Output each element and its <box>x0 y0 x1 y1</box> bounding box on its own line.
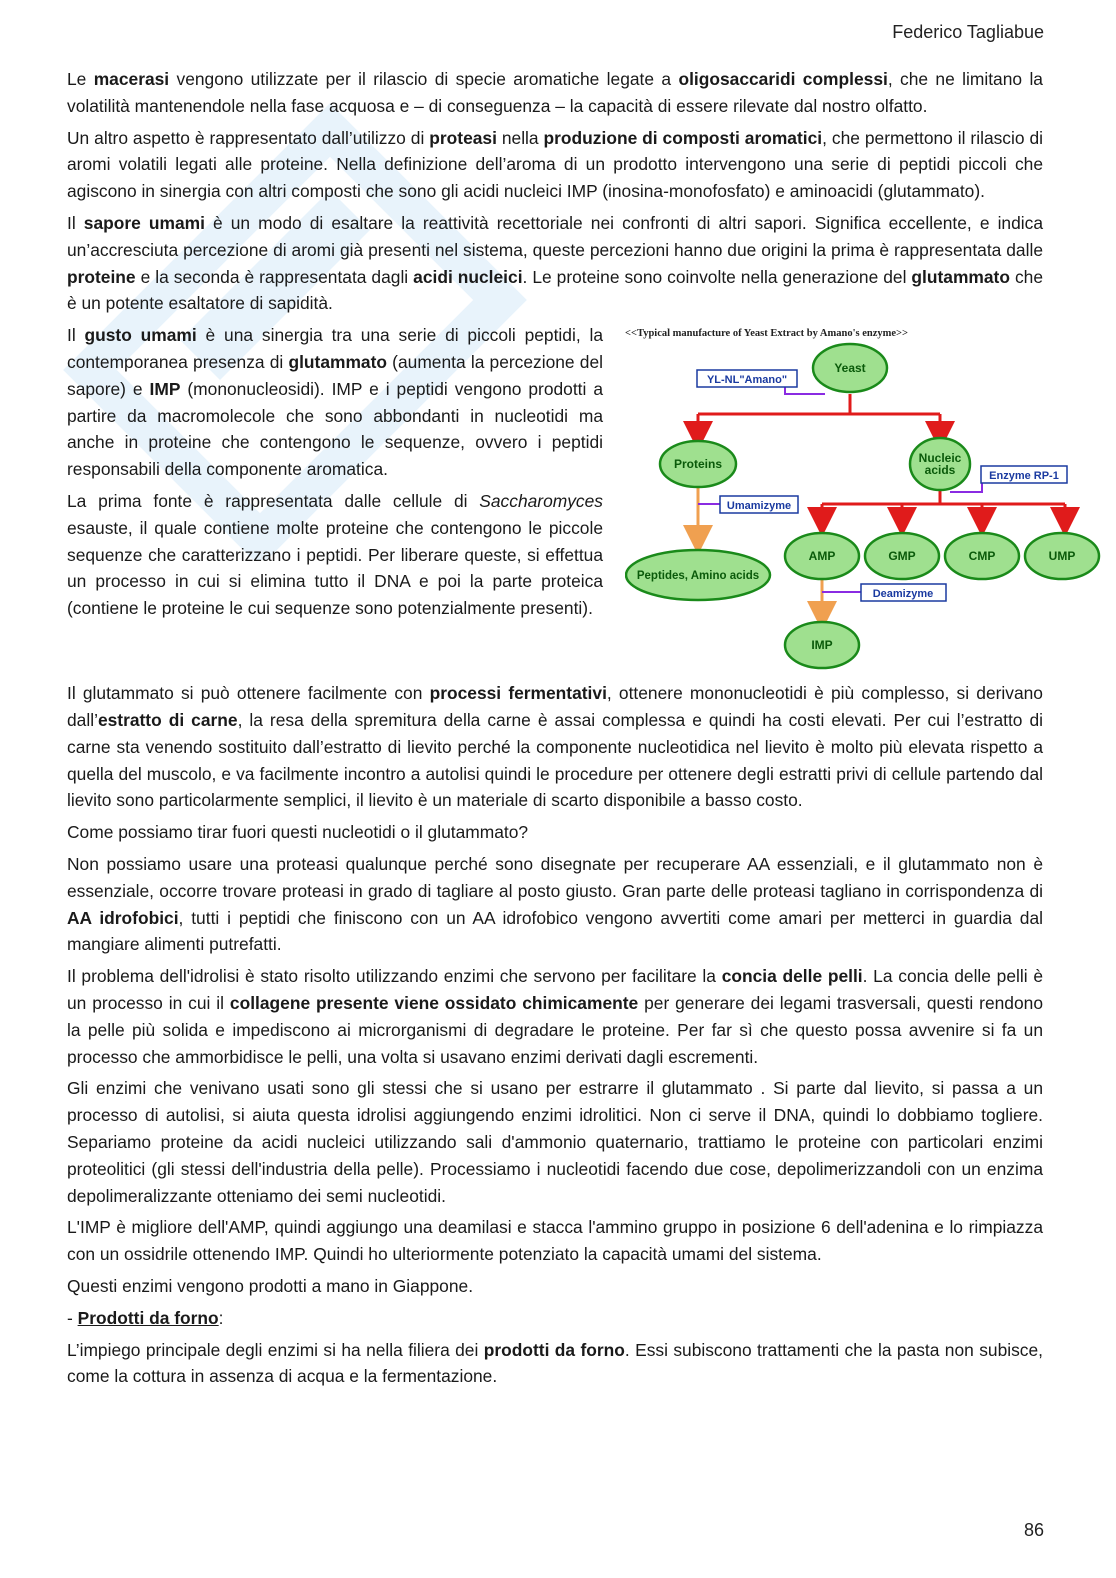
text-run: per generare dei legami trasversali, questi rendono la pelle più solida e impediscono ai microrganismi di degradare le proteine. Per far sì che questo possa avvenire si fa un processo che ammorbidisce le pelli, una volta si usavano enzimi derivati dagli escrementi. <box>67 992 1043 1067</box>
text-run: che è un potente esaltatore di sapidità. <box>67 266 1044 314</box>
text-run: nella <box>496 127 544 148</box>
text-run: . Le proteine sono coinvolte nella generazione del <box>522 266 912 287</box>
page-header-author: Federico Tagliabue <box>892 22 1044 42</box>
node-label: Peptides, Amino acids <box>636 570 760 583</box>
yeast-extract-diagram <box>625 322 1103 674</box>
text-run: La prima fonte è rappresentata dalle cellule di <box>67 490 480 511</box>
node-nucleic-acids <box>910 438 970 490</box>
enzyme-label-text: Deamizyme <box>872 588 934 601</box>
text-run: , la resa della spremitura della carne è assai complessa e quindi ha costi elevati. Per cui l’estratto di carne sta venendo sostituito dall’estratto di lievito perché la componente nucleotidica nel lievito è molto più elevata rispetto a quella del muscolo, e va facilmente incontro a autolisi quindi le procedure per ottenere degli estratti privi di cellule partendo dal lievito sono particolarmente semplici, il lievito è un materiale di scarto disponibile a basso costo. <box>67 709 1043 811</box>
italic-term: Saccharomyces <box>479 490 603 511</box>
enzyme-label-text: Umamizyme <box>726 500 792 513</box>
bold-term: proteasi <box>429 127 497 148</box>
bold-term: collagene presente viene ossidato chimicamente <box>229 992 639 1013</box>
text-run: : <box>218 1307 224 1328</box>
bold-term: concia delle pelli <box>721 966 863 987</box>
node-proteins <box>660 441 736 487</box>
bold-term: prodotti da forno <box>483 1339 625 1360</box>
node-peptides-amino-acids <box>626 550 770 600</box>
enzyme-label-text: YL-NL"Amano" <box>706 374 788 387</box>
text-run: e la seconda è rappresentata dagli <box>135 266 414 287</box>
bold-term: acidi nucleici <box>413 266 523 287</box>
text-run: Un altro aspetto è rappresentato dall’utilizzo di <box>67 127 430 148</box>
text-run: Il <box>67 212 84 233</box>
node-gmp <box>865 533 939 579</box>
underlined-heading: Prodotti da forno <box>77 1307 219 1328</box>
text-run: esauste, il quale contiene molte proteine che contengono le piccole sequenze che caratterizzano i peptidi. Per liberare queste, si effettua un processo in cui si elimina tutto il DNA e poi la parte proteica (contiene le proteine le cui sequenze sono potenzialmente presenti). <box>67 517 603 619</box>
text-run: . Essi subiscono trattamenti che la pasta non subisce, come la cottura in assenza di acqua e la fermentazione. <box>67 1339 1043 1387</box>
text-run: , ottenere mononucleotidi è più complesso, si derivano dall’ <box>67 683 1043 730</box>
text-run: vengono utilizzate per il rilascio di specie aromatiche legate a <box>169 69 679 89</box>
node-yeast <box>813 344 887 392</box>
enzyme-label-deamizyme <box>861 584 946 601</box>
text-run: Le <box>67 69 94 89</box>
diagram-svg <box>625 322 1103 674</box>
bold-term: proteine <box>67 266 136 287</box>
bold-term: macerasi <box>93 69 170 89</box>
text-run: , che ne limitano la volatilità mantenendole nella fase acquosa e – di conseguenza – la capacità di essere rilevate dal nostro olfatto. <box>67 69 1043 116</box>
text-run: Gli enzimi che venivano usati sono gli stessi che si usano per estrarre il glutammato . Si parte dal lievito, si passa a un processo di autolisi, si aiuta questa idrolisi aggiungendo enzimi idrolitici. Non ci serve il DNA, quindi lo dobbiamo togliere. Separiamo proteine da acidi nucleici utilizzando sali d'ammonio quaternario, trattiamo le proteine con particolari enzimi proteolitici (gli stessi dell'industria della pelle). Processiamo i nucleotidi facendo due cose, depolimerizzandoli con un enzima depolimeralizzante otteniamo dei semi nucleotidi. <box>67 1078 1043 1206</box>
paragraph-concia <box>67 963 1043 1070</box>
text-run: Questi enzimi vengono prodotti a mano in Giappone. <box>67 1275 474 1296</box>
bold-term: processi fermentativi <box>429 683 607 704</box>
enzyme-label-umamizyme <box>720 496 798 513</box>
node-label: AMP <box>808 549 836 564</box>
text-run: - <box>67 1307 78 1328</box>
page-body <box>67 66 1076 1395</box>
text-run: Il <box>67 325 85 346</box>
text-run: è una sinergia tra una serie di piccoli peptidi, la contemporanea presenza di <box>67 325 604 372</box>
paragraph-proteasi <box>67 125 1043 205</box>
text-run: . La concia delle pelli è un processo in cui il <box>67 966 1044 1013</box>
node-label: GMP <box>888 549 916 564</box>
paragraph-glutammato <box>67 680 1043 814</box>
text-run: Come possiamo tirar fuori questi nucleotidi o il glutammato? <box>67 822 529 843</box>
node-label: Nucleic <box>918 451 962 466</box>
diagram-title: <<Typical manufacture of Yeast Extract by Amano's enzyme>> <box>625 328 909 340</box>
enzyme-label-text: Enzyme RP-1 <box>989 470 1059 483</box>
bold-term: AA idrofobici <box>67 907 179 928</box>
node-cmp <box>945 533 1019 579</box>
text-run: L'IMP è migliore dell'AMP, quindi aggiungo una deamilasi e stacca l'ammino gruppo in posizione 6 dell'adenina e lo rimpiazza con un ossidrile ottenendo IMP. Quindi ho ulteriormente potenziato la capacità umami del sistema. <box>67 1217 1043 1265</box>
node-label: acids <box>924 463 956 478</box>
text-run: , tutti i peptidi che finiscono con un AA idrofobico vengono avvertiti come amari per metterci in guardia dal mangiare alimenti putrefatti. <box>67 907 1043 955</box>
bold-term: IMP <box>149 378 181 399</box>
node-label: CMP <box>968 549 996 564</box>
node-amp <box>785 533 859 579</box>
paragraph-imp-amp <box>67 1214 1043 1268</box>
bold-term: glutammato <box>288 351 388 372</box>
text-run: Non possiamo usare una proteasi qualunque perché sono disegnate per recuperare AA essenziali, e il glutammato non è essenziale, occorre trovare proteasi in grado di tagliare al posto giusto. Gran parte delle proteasi tagliano in corrispondenza di <box>67 853 1043 901</box>
paragraph-giappone <box>67 1273 1043 1300</box>
text-run: , che permettono il rilascio di aromi volatili legati alle proteine. Nella definizione dell’aroma di un prodotto intervengono una serie di peptidi piccoli che agiscono in sinergia con altri composti che sono gli acidi nucleici IMP (inosina-monofosfato) e aminoacidi (glutammato). <box>67 127 1044 202</box>
text-run: (mononucleosidi). IMP e i peptidi vengono prodotti a partire da macromolecole che sono abbondanti in nucleotidi ma anche in proteine che contengono le sequenze, ovvero i peptidi responsabili della componente aromatica. <box>67 378 603 480</box>
bold-term: produzione di composti aromatici <box>543 127 823 148</box>
bold-term: glutammato <box>911 266 1010 287</box>
node-label: IMP <box>811 638 833 653</box>
page-number: 86 <box>1023 1520 1044 1540</box>
paragraph-sapore-umami <box>67 210 1043 317</box>
text-run: (aumenta la percezione del sapore) e <box>67 351 603 399</box>
node-label: Proteins <box>673 457 723 472</box>
text-run: L’impiego principale degli enzimi si ha nella filiera dei <box>67 1339 484 1360</box>
text-run: è un modo di esaltare la reattività recettoriale nei confronti di altri sapori. Significa eccellente, e indica un’accresciuta percezione di aromi già presenti nel sistema, queste percezioni hanno due origini la prima è rappresentata dalle <box>67 212 1044 260</box>
paragraph-enzimi <box>67 1075 1043 1209</box>
node-imp <box>785 622 859 668</box>
bold-term: gusto umami <box>84 325 197 346</box>
paragraph-question <box>67 819 1043 846</box>
node-label: Yeast <box>834 361 866 376</box>
node-ump <box>1025 533 1099 579</box>
bold-term: oligosaccaridi complessi <box>678 69 888 89</box>
enzyme-label-yl-nl <box>697 370 797 387</box>
paragraph-forno <box>67 1337 1043 1391</box>
paragraph-proteasi-qualunque <box>67 851 1043 958</box>
node-label: UMP <box>1048 549 1076 564</box>
text-run: Il problema dell'idrolisi è stato risolto utilizzando enzimi che servono per facilitare la <box>67 966 722 987</box>
enzyme-label-rp1 <box>981 466 1067 483</box>
text-run: Il glutammato si può ottenere facilmente con <box>67 683 430 704</box>
paragraph-macerasi <box>67 66 1043 120</box>
bold-term: sapore umami <box>83 212 205 233</box>
bold-term: estratto di carne <box>97 709 238 730</box>
section-heading-prodotti-da-forno <box>67 1305 1043 1332</box>
